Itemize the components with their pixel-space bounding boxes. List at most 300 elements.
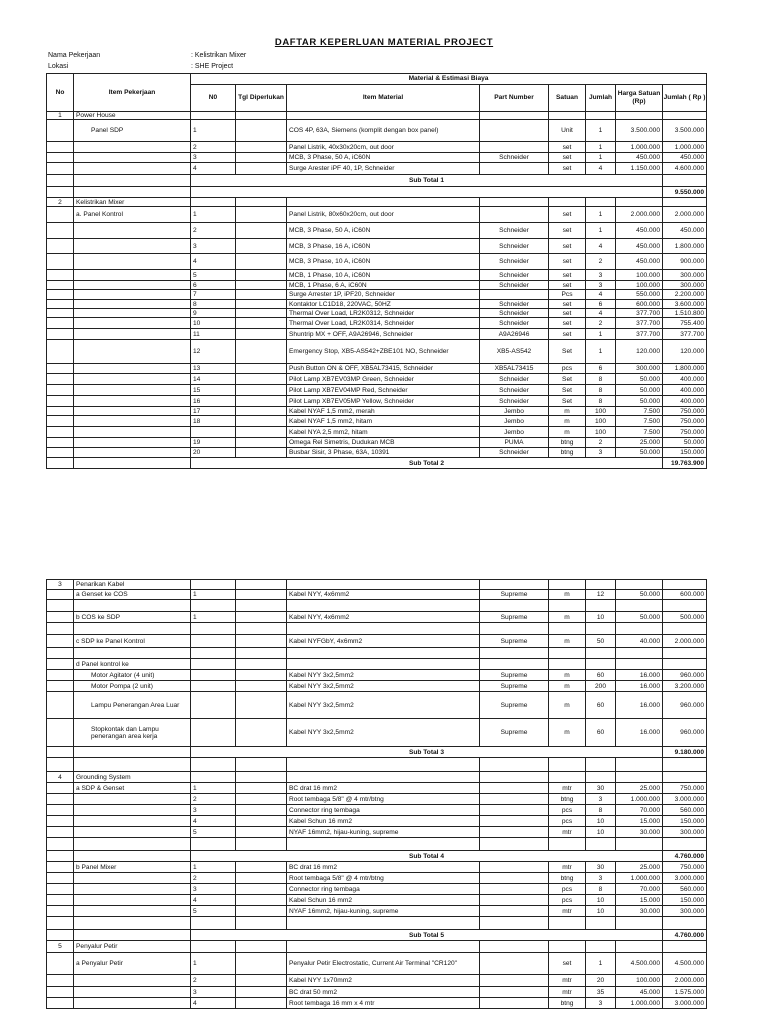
cell-no [47, 635, 74, 648]
cell-jumlah-rp: 750.000 [663, 427, 707, 438]
cell-no [47, 906, 74, 917]
cell-item-material [287, 580, 480, 590]
cell-tgl [236, 719, 287, 747]
cell-item-material: Kabel Schun 16 mm2 [287, 816, 480, 827]
cell-jumlah [586, 600, 616, 612]
cell-n0 [191, 670, 236, 681]
cell-jumlah: 60 [586, 670, 616, 681]
cell-n0: 2 [191, 873, 236, 884]
cell-item-material: Surge Arrester 1P, iPF20, Schneider [287, 290, 480, 300]
table-row [47, 153, 707, 163]
cell-jumlah-rp [663, 648, 707, 659]
cell-jumlah-rp: 560.000 [663, 884, 707, 895]
cell-satuan: pcs [549, 895, 586, 906]
cell-item-material: Kabel Schun 16 mm2 [287, 895, 480, 906]
subtotal-row [47, 458, 707, 469]
table-row [47, 794, 707, 805]
cell-item-material: Panel Listrik, 80x60x20cm, out door [287, 207, 480, 223]
cell-jumlah: 100 [586, 416, 616, 427]
cell-item-material: Push Button ON & OFF, XB5AL73415, Schneider [287, 364, 480, 374]
cell-jumlah-rp: 560.000 [663, 805, 707, 816]
cell-satuan: set [549, 239, 586, 254]
cell-jumlah-rp: 400.000 [663, 385, 707, 396]
cell-tgl [236, 783, 287, 794]
table-row [47, 290, 707, 300]
cell-jumlah: 4 [586, 290, 616, 300]
cell-item-pekerjaan [74, 895, 191, 906]
cell-item-pekerjaan: Panel SDP [74, 120, 191, 142]
cell-item-pekerjaan [74, 600, 191, 612]
cell-no [47, 917, 74, 930]
cell-jumlah-rp [663, 772, 707, 783]
cell-jumlah: 4 [586, 239, 616, 254]
table-row [47, 623, 707, 635]
cell-satuan [549, 917, 586, 930]
header-no: No [47, 74, 74, 112]
cell-jumlah [586, 623, 616, 635]
cell-satuan [549, 838, 586, 851]
cell-tgl [236, 207, 287, 223]
table-row [47, 329, 707, 340]
cell-jumlah-rp [663, 623, 707, 635]
cell-jumlah: 20 [586, 975, 616, 987]
cell-tgl [236, 448, 287, 458]
cell-jumlah: 6 [586, 364, 616, 374]
cell-jumlah: 8 [586, 805, 616, 816]
cell-jumlah-rp: 1.510.800 [663, 309, 707, 318]
cell-item-pekerjaan [74, 794, 191, 805]
cell-jumlah: 3 [586, 873, 616, 884]
subtotal-row [47, 930, 707, 941]
cell-no [47, 670, 74, 681]
table-row [47, 838, 707, 851]
cell-tgl [236, 975, 287, 987]
cell-item-material [287, 623, 480, 635]
cell-no [47, 851, 74, 862]
cell-tgl [236, 816, 287, 827]
cell-harga-satuan: 16.000 [616, 719, 663, 747]
cell-item-pekerjaan [74, 318, 191, 329]
cell-jumlah-rp: 2.000.000 [663, 207, 707, 223]
cell-no [47, 223, 74, 239]
cell-n0 [191, 600, 236, 612]
cell-satuan: set [549, 270, 586, 281]
cell-tgl [236, 758, 287, 772]
cell-jumlah: 60 [586, 719, 616, 747]
cell-item-material [287, 838, 480, 851]
cell-no [47, 648, 74, 659]
cell-tgl [236, 300, 287, 309]
cell-harga-satuan [616, 580, 663, 590]
cell-satuan: set [549, 329, 586, 340]
cell-jumlah-rp: 755.400 [663, 318, 707, 329]
table-row [47, 681, 707, 692]
cell-no: 1 [47, 112, 74, 120]
cell-no [47, 659, 74, 670]
cell-item-material: Kontaktor LC1D18, 220VAC, 50HZ [287, 300, 480, 309]
cell-tgl [236, 838, 287, 851]
cell-satuan: m [549, 635, 586, 648]
cell-jumlah: 2 [586, 254, 616, 270]
cell-harga-satuan [616, 838, 663, 851]
cell-tgl [236, 340, 287, 364]
cell-part-number [480, 805, 549, 816]
cell-harga-satuan [616, 648, 663, 659]
table-row [47, 223, 707, 239]
cell-n0: 7 [191, 290, 236, 300]
cell-part-number: Schneider [480, 396, 549, 407]
cell-no [47, 175, 74, 187]
cell-jumlah: 8 [586, 374, 616, 385]
cell-n0: 1 [191, 862, 236, 873]
cell-part-number [480, 838, 549, 851]
cell-tgl [236, 281, 287, 290]
cell-n0: 16 [191, 396, 236, 407]
cell-satuan: pcs [549, 816, 586, 827]
subtotal-value: 19.763.900 [663, 458, 707, 469]
cell-tgl [236, 827, 287, 838]
cell-item-pekerjaan [74, 163, 191, 175]
cell-part-number [480, 207, 549, 223]
cell-item-pekerjaan: Power House [74, 112, 191, 120]
cell-part-number: Schneider [480, 223, 549, 239]
cell-harga-satuan: 450.000 [616, 239, 663, 254]
cell-item-pekerjaan: a Genset ke COS [74, 590, 191, 600]
cell-harga-satuan: 50.000 [616, 396, 663, 407]
cell-satuan: mtr [549, 862, 586, 873]
cell-part-number: Schneider [480, 385, 549, 396]
cell-satuan: Pcs [549, 290, 586, 300]
cell-jumlah-rp [663, 941, 707, 953]
cell-part-number: Supreme [480, 719, 549, 747]
cell-n0: 4 [191, 998, 236, 1009]
cell-item-material: Kabel NYY 3x2,5mm2 [287, 719, 480, 747]
cell-satuan: Set [549, 374, 586, 385]
cell-n0: 2 [191, 223, 236, 239]
cell-item-pekerjaan [74, 906, 191, 917]
table-row [47, 862, 707, 873]
cell-item-material [287, 917, 480, 930]
cell-item-pekerjaan [74, 374, 191, 385]
cell-tgl [236, 987, 287, 998]
cell-item-material: Thermal Over Load, LR2K0314, Schneider [287, 318, 480, 329]
cell-no [47, 374, 74, 385]
table-row [47, 758, 707, 772]
table-row [47, 827, 707, 838]
cell-part-number [480, 600, 549, 612]
meta-label: Lokasi [48, 63, 69, 70]
cell-no [47, 187, 74, 198]
cell-satuan: set [549, 223, 586, 239]
cell-n0 [191, 772, 236, 783]
subtotal-value: 9.550.000 [663, 187, 707, 198]
cell-harga-satuan: 50.000 [616, 612, 663, 623]
cell-tgl [236, 998, 287, 1009]
table-row [47, 906, 707, 917]
cell-part-number [480, 290, 549, 300]
cell-harga-satuan: 450.000 [616, 223, 663, 239]
material-table-1 [46, 73, 707, 469]
table-row [47, 407, 707, 416]
table-row [47, 198, 707, 207]
cell-n0 [191, 681, 236, 692]
cell-item-pekerjaan [74, 427, 191, 438]
table-row [47, 635, 707, 648]
table-row [47, 805, 707, 816]
table-row [47, 783, 707, 794]
subtotal-value [663, 175, 707, 187]
cell-jumlah-rp: 960.000 [663, 719, 707, 747]
table-row [47, 438, 707, 448]
cell-tgl [236, 163, 287, 175]
cell-n0: 1 [191, 590, 236, 600]
cell-jumlah-rp: 300.000 [663, 281, 707, 290]
table-row [47, 670, 707, 681]
table-row [47, 112, 707, 120]
table-row [47, 998, 707, 1009]
cell-tgl [236, 427, 287, 438]
cell-satuan: btng [549, 873, 586, 884]
cell-tgl [236, 580, 287, 590]
cell-item-material: NYAF 16mm2, hijau-kuning, supreme [287, 827, 480, 838]
material-table-2 [46, 579, 707, 1009]
cell-jumlah: 100 [586, 407, 616, 416]
cell-satuan: btng [549, 794, 586, 805]
cell-harga-satuan [616, 941, 663, 953]
cell-no [47, 805, 74, 816]
table-row [47, 281, 707, 290]
cell-harga-satuan [616, 772, 663, 783]
cell-item-pekerjaan [74, 309, 191, 318]
cell-item-pekerjaan [74, 281, 191, 290]
cell-n0: 5 [191, 906, 236, 917]
cell-jumlah: 1 [586, 223, 616, 239]
header-item-material: Item Material [287, 85, 480, 112]
meta-label: Nama Pekerjaan [48, 52, 101, 59]
cell-part-number [480, 917, 549, 930]
cell-part-number: Jembo [480, 416, 549, 427]
cell-item-pekerjaan [74, 223, 191, 239]
cell-jumlah: 3 [586, 998, 616, 1009]
cell-no [47, 681, 74, 692]
cell-harga-satuan: 120.000 [616, 340, 663, 364]
cell-item-pekerjaan [74, 816, 191, 827]
header-jumlah-rp: Jumlah ( Rp ) [663, 85, 707, 112]
cell-tgl [236, 223, 287, 239]
cell-part-number [480, 941, 549, 953]
cell-n0: 4 [191, 816, 236, 827]
cell-item-pekerjaan [74, 290, 191, 300]
cell-part-number [480, 142, 549, 153]
cell-n0: 4 [191, 254, 236, 270]
cell-part-number [480, 112, 549, 120]
cell-no [47, 862, 74, 873]
cell-satuan: set [549, 309, 586, 318]
cell-item-material: Connector ring tembaga [287, 884, 480, 895]
cell-satuan: set [549, 153, 586, 163]
cell-harga-satuan [616, 659, 663, 670]
cell-item-pekerjaan [74, 407, 191, 416]
cell-tgl [236, 142, 287, 153]
cell-part-number: Supreme [480, 681, 549, 692]
cell-part-number [480, 758, 549, 772]
cell-item-material [287, 600, 480, 612]
cell-satuan: set [549, 142, 586, 153]
cell-jumlah: 10 [586, 612, 616, 623]
cell-jumlah-rp [663, 580, 707, 590]
cell-item-pekerjaan [74, 270, 191, 281]
cell-satuan: Unit [549, 120, 586, 142]
cell-part-number [480, 906, 549, 917]
cell-no [47, 884, 74, 895]
cell-n0: 9 [191, 309, 236, 318]
cell-item-material: Kabel NYY, 4x6mm2 [287, 590, 480, 600]
table-row [47, 270, 707, 281]
cell-no [47, 270, 74, 281]
cell-jumlah: 8 [586, 396, 616, 407]
cell-harga-satuan: 1.000.000 [616, 873, 663, 884]
table-row [47, 120, 707, 142]
cell-n0 [191, 635, 236, 648]
cell-item-material: Root tembaga 16 mm x 4 mtr [287, 998, 480, 1009]
cell-no [47, 290, 74, 300]
cell-harga-satuan: 377.700 [616, 318, 663, 329]
cell-satuan: m [549, 681, 586, 692]
subtotal-row [47, 851, 707, 862]
meta-lokasi [48, 63, 234, 70]
cell-item-material: Panel Listrik, 40x30x20cm, out door [287, 142, 480, 153]
cell-satuan [549, 941, 586, 953]
cell-satuan: m [549, 407, 586, 416]
subtotal-label: Sub Total 4 [191, 851, 663, 862]
cell-item-material [287, 758, 480, 772]
table-row [47, 917, 707, 930]
cell-part-number: Schneider [480, 254, 549, 270]
cell-tgl [236, 670, 287, 681]
cell-item-pekerjaan [74, 917, 191, 930]
cell-harga-satuan: 1.000.000 [616, 142, 663, 153]
cell-jumlah-rp: 750.000 [663, 416, 707, 427]
cell-no [47, 816, 74, 827]
cell-harga-satuan: 600.000 [616, 300, 663, 309]
cell-satuan: set [549, 207, 586, 223]
cell-jumlah-rp: 400.000 [663, 374, 707, 385]
cell-no [47, 612, 74, 623]
cell-jumlah-rp: 1.800.000 [663, 364, 707, 374]
table-row [47, 816, 707, 827]
cell-jumlah-rp: 4.500.000 [663, 953, 707, 975]
cell-item-material: MCB, 3 Phase, 10 A, iC60N [287, 254, 480, 270]
cell-item-pekerjaan [74, 458, 191, 469]
cell-harga-satuan: 7.500 [616, 416, 663, 427]
cell-jumlah [586, 648, 616, 659]
table-row [47, 612, 707, 623]
cell-n0: 4 [191, 895, 236, 906]
cell-tgl [236, 692, 287, 719]
cell-tgl [236, 396, 287, 407]
cell-tgl [236, 873, 287, 884]
cell-item-pekerjaan [74, 884, 191, 895]
cell-item-material: Kabel NYFGbY, 4x6mm2 [287, 635, 480, 648]
cell-jumlah: 60 [586, 692, 616, 719]
cell-part-number: Schneider [480, 270, 549, 281]
cell-no: 4 [47, 772, 74, 783]
cell-item-material: Penyalur Petir Electrostatic, Current Air Terminal "CR120" [287, 953, 480, 975]
cell-jumlah-rp: 4.600.000 [663, 163, 707, 175]
cell-n0: 15 [191, 385, 236, 396]
cell-n0: 5 [191, 270, 236, 281]
cell-harga-satuan: 70.000 [616, 884, 663, 895]
cell-item-material: MCB, 3 Phase, 50 A, iC60N [287, 223, 480, 239]
cell-n0 [191, 623, 236, 635]
table-row [47, 396, 707, 407]
cell-item-pekerjaan [74, 300, 191, 309]
table-body-1 [47, 112, 707, 469]
cell-no [47, 987, 74, 998]
cell-item-pekerjaan [74, 648, 191, 659]
cell-n0: 6 [191, 281, 236, 290]
cell-satuan: m [549, 612, 586, 623]
table-body-2 [47, 580, 707, 1009]
table-row [47, 884, 707, 895]
cell-jumlah [586, 198, 616, 207]
cell-item-pekerjaan [74, 930, 191, 941]
cell-jumlah: 3 [586, 270, 616, 281]
cell-item-pekerjaan: a. Panel Kontrol [74, 207, 191, 223]
cell-harga-satuan: 25.000 [616, 438, 663, 448]
cell-harga-satuan: 300.000 [616, 364, 663, 374]
cell-item-material: Kabel NYY, 4x6mm2 [287, 612, 480, 623]
cell-no: 2 [47, 198, 74, 207]
cell-item-material: NYAF 16mm2, hijau-kuning, supreme [287, 906, 480, 917]
subtotal-label [191, 187, 663, 198]
cell-n0: 11 [191, 329, 236, 340]
cell-item-pekerjaan [74, 175, 191, 187]
subtotal-row [47, 175, 707, 187]
cell-part-number [480, 998, 549, 1009]
cell-item-pekerjaan: Motor Agitator (4 unit) [74, 670, 191, 681]
table-row [47, 239, 707, 254]
table-row [47, 340, 707, 364]
cell-item-pekerjaan [74, 142, 191, 153]
cell-harga-satuan: 1.000.000 [616, 794, 663, 805]
cell-part-number [480, 623, 549, 635]
cell-harga-satuan: 30.000 [616, 827, 663, 838]
cell-no [47, 364, 74, 374]
cell-satuan: pcs [549, 884, 586, 895]
cell-item-material: Kabel NYY 3x2,5mm2 [287, 681, 480, 692]
cell-no [47, 458, 74, 469]
cell-harga-satuan: 50.000 [616, 385, 663, 396]
cell-n0: 1 [191, 612, 236, 623]
cell-satuan: mtr [549, 906, 586, 917]
cell-harga-satuan [616, 917, 663, 930]
cell-item-material: BC drat 16 mm2 [287, 862, 480, 873]
cell-item-pekerjaan [74, 329, 191, 340]
cell-item-pekerjaan: Motor Pompa (2 unit) [74, 681, 191, 692]
cell-jumlah: 1 [586, 340, 616, 364]
cell-part-number: XB5AL73415 [480, 364, 549, 374]
cell-item-pekerjaan [74, 873, 191, 884]
cell-part-number [480, 884, 549, 895]
cell-part-number: Schneider [480, 239, 549, 254]
cell-part-number: Schneider [480, 448, 549, 458]
cell-item-pekerjaan: a Penyalur Petir [74, 953, 191, 975]
table-row [47, 374, 707, 385]
cell-satuan: btng [549, 448, 586, 458]
cell-satuan: m [549, 719, 586, 747]
cell-no [47, 719, 74, 747]
